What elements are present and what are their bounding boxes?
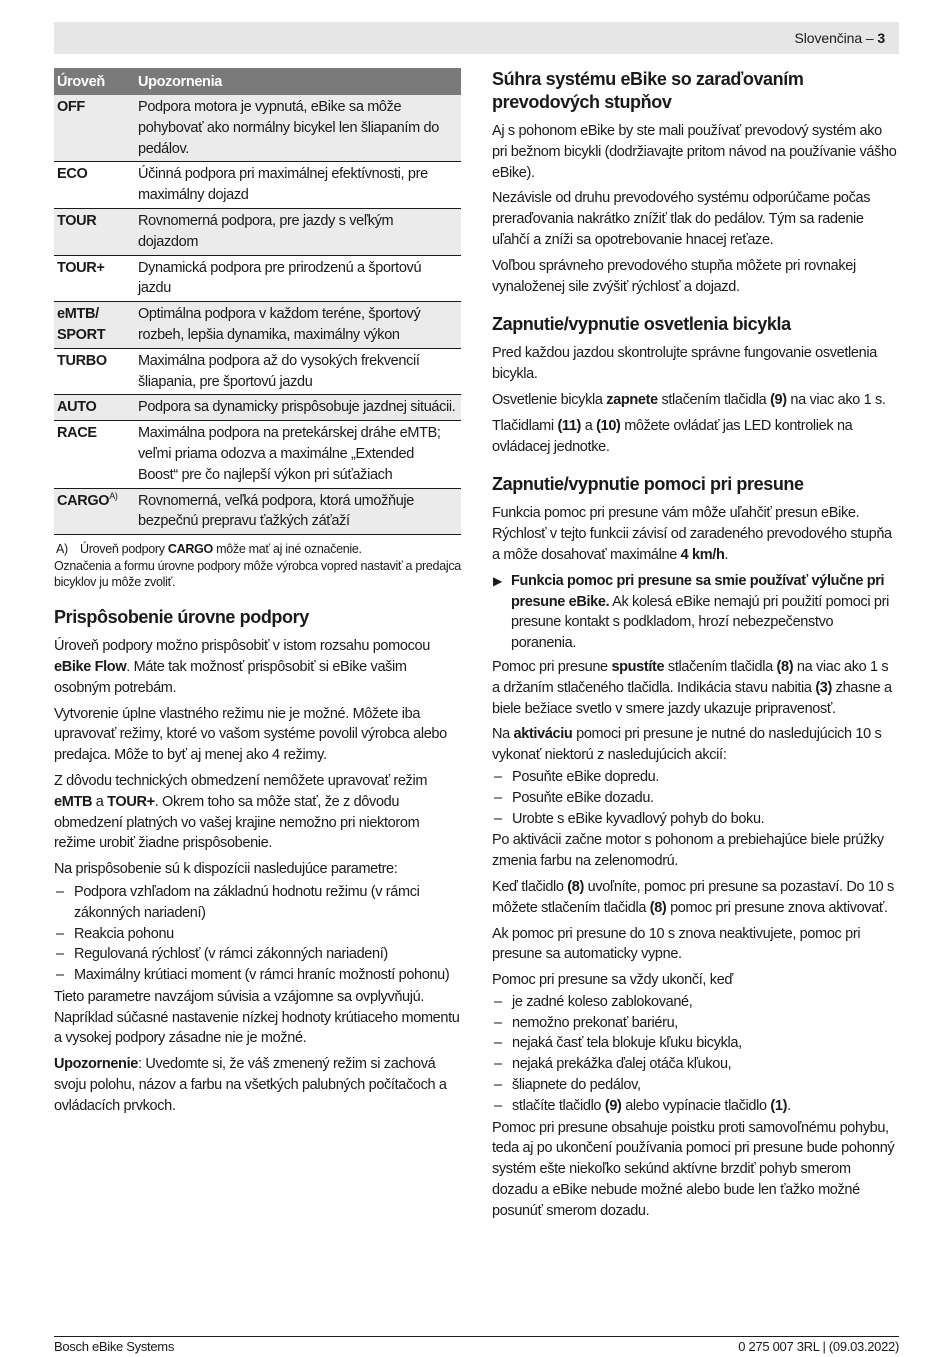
paragraph: Tlačidlami (11) a (10) môžete ovládať jas LED kontroliek na ovládacej jednotke.	[492, 417, 853, 455]
paragraph: Keď tlačidlo (8) uvoľníte, pomoc pri presune sa pozastaví. Do 10 s môžete stlačením tlačidla (8) pomoc pri presune znova aktivovať.	[492, 878, 894, 916]
table-row	[54, 395, 461, 421]
heading-adjust-support: Prispôsobenie úrovne podpory	[54, 607, 309, 628]
heading-bike-lights: Zapnutie/vypnutie osvetlenia bicykla	[492, 314, 791, 335]
warning-triangle-icon: ▶	[493, 573, 502, 588]
paragraph: Ak pomoc pri presune do 10 s znova neaktivujete, pomoc pri presune sa automaticky vypne.	[492, 925, 861, 963]
level-description: Podpora motora je vypnutá, eBike sa môže pohybovať ako normálny bicykel len šliapaním do pedálov.	[135, 95, 461, 162]
parameters-list	[54, 882, 461, 986]
paragraph: Úroveň podpory možno prispôsobiť v istom rozsahu pomocou eBike Flow. Máte tak možnosť prispôsobiť si eBike vašim osobným potrebám.	[54, 638, 430, 696]
list-item: – Posuňte eBike dozadu.	[492, 788, 899, 809]
paragraph: Z dôvodu technických obmedzení nemôžete upravovať režim eMTB a TOUR+. Okrem toho sa môže stať, že z dôvodu obmedzení platných vo vašej krajine nemožno pri niektorom režime urobiť žiadne prispôsobenie.	[54, 772, 428, 852]
paragraph: Funkcia pomoc pri presune vám môže uľahčiť presun eBike. Rýchlosť v tejto funkcii závisí od zaradeného prevodového stupňa a môže dosahovať maximálne 4 km/h.	[492, 505, 892, 563]
level-description: Maximálna podpora až do vysokých frekvencií šliapania, pre športovú jazdu	[135, 348, 461, 395]
paragraph: Pomoc pri presune spustíte stlačením tlačidla (8) na viac ako 1 s a držaním stlačeného tlačidla. Indikácia stavu nabitia (3) zhasne a biele bežiace svetlo v smere jazdy ukazuje pripravenosť.	[492, 658, 892, 717]
heading-push-assistance: Zapnutie/vypnutie pomoci pri presune	[492, 474, 804, 495]
level-name: ECO	[54, 162, 135, 209]
col-header-notes: Upozornenia	[135, 68, 461, 95]
level-name: TURBO	[54, 348, 135, 395]
page-number: 3	[877, 30, 885, 46]
paragraph: Voľbou správneho prevodového stupňa môžete pri rovnakej vynaloženej sile zvýšiť rýchlosť a dojazd.	[492, 257, 856, 295]
paragraph: Pomoc pri presune obsahuje poistku proti samovoľnému pohybu, teda aj po ukončení používania pomoci pri presune bude pohonný systém ešte niekoľko sekúnd aktívne brzdiť pohyb smerom dozadu a eBike nebude možné alebo bude len ťažko možné posunúť smerom dozadu.	[492, 1119, 895, 1219]
level-description: Rovnomerná, veľká podpora, ktorá umožňuje bezpečnú prepravu ťažkých záťaží	[135, 488, 461, 535]
paragraph: Pomoc pri presune sa vždy ukončí, keď	[492, 972, 733, 989]
table-row	[54, 162, 461, 209]
heading-gear-shifting: Súhra systému eBike so zaraďovaním prevodových stupňov	[492, 69, 804, 112]
note-paragraph: Upozornenie: Uvedomte si, že váš zmenený režim si zachová svoju polohu, názov a farbu na všetkých palubných počítačoch a ovládacích prvkoch.	[54, 1056, 447, 1114]
activation-actions-list	[492, 767, 899, 829]
left-column	[54, 68, 461, 1122]
list-item: – nejaká časť tela blokuje kľuku bicykla,	[492, 1033, 899, 1054]
level-description: Podpora sa dynamicky prispôsobuje jazdnej situácii.	[135, 395, 461, 421]
paragraph: Na aktiváciu pomoci pri presune je nutné do nasledujúcich 10 s vykonať niektorú z nasledujúcich akcií:	[492, 726, 882, 764]
level-description: Maximálna podpora na pretekárskej dráhe eMTB; veľmi priama odozva a maximálne „Extended Boost“ pre čo najlepší výkon pri súťažiach	[135, 421, 461, 488]
footnote-mark: A)	[56, 542, 68, 557]
paragraph: Osvetlenie bicykla zapnete stlačením tlačidla (9) na viac ako 1 s.	[492, 391, 886, 408]
table-footnote: A) Úroveň podpory CARGO môže mať aj iné označenie. Označenia a formu úrovne podpory môže výrobca vopred nastaviť a predajca bicyklov ju môže zvoliť.	[54, 542, 461, 590]
table-header-row	[54, 68, 461, 95]
level-description: Účinná podpora pri maximálnej efektívnosti, pre maximálny dojazd	[135, 162, 461, 209]
footer-divider	[54, 1336, 899, 1337]
list-item: – je zadné koleso zablokované,	[492, 992, 899, 1013]
level-description: Optimálna podpora v každom teréne, športový rozbeh, lepšia dynamika, maximálny výkon	[135, 302, 461, 349]
table-row	[54, 302, 461, 349]
header-text: Slovenčina – 3	[794, 30, 885, 46]
level-name: TOUR	[54, 208, 135, 255]
list-item: – Podpora vzhľadom na základnú hodnotu režimu (v rámci zákonných nariadení)	[54, 882, 461, 924]
paragraph: Tieto parametre navzájom súvisia a vzájomne sa ovplyvňujú. Napríklad súčasné nastavenie nízkej hodnoty krútiaceho momentu a vysokej podpory zásadne nie je možné.	[54, 988, 460, 1047]
level-name: AUTO	[54, 395, 135, 421]
page-header	[54, 22, 899, 54]
paragraph: Po aktivácii začne motor s pohonom a prebiehajúce biele prúžky zmenia farbu na zelenomodrú.	[492, 832, 884, 870]
right-column	[492, 68, 899, 1227]
paragraph: Aj s pohonom eBike by ste mali používať prevodový systém ako pri bežnom bicykli (dodržiavajte pritom návod na používanie vášho eBike).	[492, 123, 897, 181]
list-item: – stlačíte tlačidlo (9) alebo vypínacie tlačidlo (1).	[492, 1096, 899, 1117]
table-row	[54, 421, 461, 488]
list-item: – šliapnete do pedálov,	[492, 1075, 899, 1096]
table-row	[54, 255, 461, 302]
table-row	[54, 348, 461, 395]
level-name: OFF	[54, 95, 135, 162]
paragraph: Nezávisle od druhu prevodového systému odporúčame počas preraďovania nakrátko znížiť tlak do pedálov. Tým sa radenie uľahčí a zníži sa opotrebovanie hnacej reťaze.	[492, 190, 871, 248]
list-item: – Urobte s eBike kyvadlový pohyb do boku.	[492, 809, 899, 830]
table-row	[54, 95, 461, 162]
footer-doc-number: 0 275 007 3RL | (09.03.2022)	[738, 1339, 899, 1354]
level-description: Dynamická podpora pre prirodzenú a športovú jazdu	[135, 255, 461, 302]
list-item: – nemožno prekonať bariéru,	[492, 1013, 899, 1034]
list-item: – nejaká prekážka ďalej otáča kľukou,	[492, 1054, 899, 1075]
level-name: TOUR+	[54, 255, 135, 302]
warning-note: ▶ Funkcia pomoc pri presune sa smie používať výlučne pri presune eBike. Ak kolesá eBike nemajú pri použití pomoci pri presune kontakt s podkladom, hrozí nebezpečenstvo poranenia.	[493, 572, 889, 652]
level-name: $CARGO^{A)}$	[54, 488, 135, 535]
col-header-level: Úroveň	[54, 68, 135, 95]
paragraph: Pred každou jazdou skontrolujte správne fungovanie osvetlenia bicykla.	[492, 345, 877, 383]
level-description: Rovnomerná podpora, pre jazdy s veľkým dojazdom	[135, 208, 461, 255]
level-name: eMTB/ SPORT	[54, 302, 135, 349]
paragraph: Vytvorenie úplne vlastného režimu nie je možné. Môžete iba upravovať režimy, ktoré vo vašom systéme povolil výrobca alebo predajca. Môže to byť aj menej ako 4 režimy.	[54, 705, 447, 764]
footer-brand: Bosch eBike Systems	[54, 1339, 175, 1354]
footnote-note: Označenia a formu úrovne podpory môže výrobca vopred nastaviť a predajca bicyklov ju môže zvoliť.	[54, 559, 461, 590]
list-item: – Regulovaná rýchlosť (v rámci zákonných nariadení)	[54, 944, 461, 965]
table-body	[54, 95, 461, 535]
termination-conditions-list	[492, 992, 899, 1117]
list-item: – Maximálny krútiaci moment (v rámci hraníc možností pohonu)	[54, 965, 461, 986]
table-row	[54, 208, 461, 255]
list-item: – Posuňte eBike dopredu.	[492, 767, 899, 788]
list-item: – Reakcia pohonu	[54, 924, 461, 945]
header-language: Slovenčina	[794, 30, 863, 46]
level-name: RACE	[54, 421, 135, 488]
support-levels-table	[54, 68, 461, 535]
paragraph: Na prispôsobenie sú k dispozícii nasledujúce parametre:	[54, 861, 398, 878]
table-row	[54, 488, 461, 535]
